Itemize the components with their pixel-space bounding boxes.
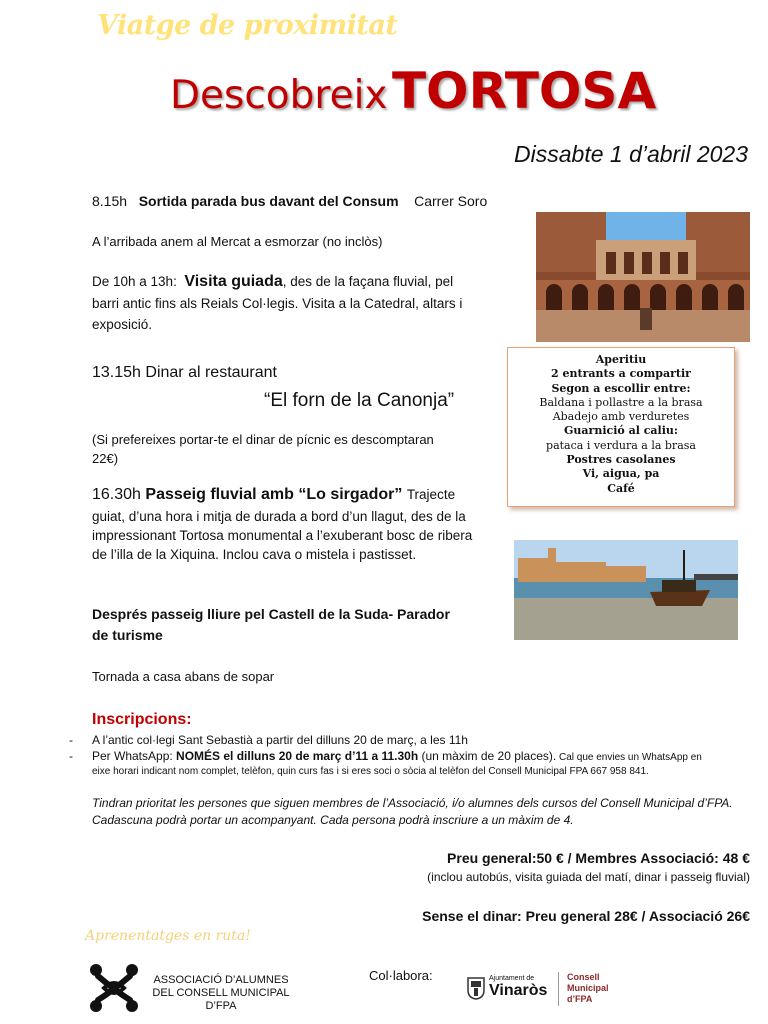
visit-line1-text: , des de la façana fluvial, pel bbox=[282, 274, 454, 289]
association-line2: DEL CONSELL MUNICIPAL bbox=[152, 987, 290, 999]
consell-line3: d’FPA bbox=[567, 994, 593, 1004]
menu-line: Postres casolanes bbox=[566, 453, 676, 467]
departure-line bbox=[92, 192, 487, 211]
river-photo bbox=[514, 540, 738, 640]
visit-time: De 10h a 13h: bbox=[92, 274, 177, 289]
title-word: Descobreix bbox=[170, 73, 388, 118]
breakfast-line: A l’arribada anem al Mercat a esmorzar (no inclòs) bbox=[92, 234, 383, 249]
castle-line2: de turisme bbox=[92, 627, 163, 643]
association-line1: ASSOCIACIÓ D’ALUMNES bbox=[153, 974, 289, 986]
menu-line: Vi, aigua, pa bbox=[582, 467, 660, 481]
courtyard-photo bbox=[536, 212, 750, 342]
ajuntament-logo bbox=[489, 975, 547, 999]
boat-time: 16.30h bbox=[92, 486, 141, 503]
visit-title: Visita guiada bbox=[184, 273, 283, 290]
consell-logo bbox=[567, 972, 609, 1005]
title-city: TORTOSA bbox=[391, 62, 657, 120]
motto: Aprenentatges en ruta! bbox=[85, 928, 251, 944]
menu-line: pataca i verdura a la brasa bbox=[546, 438, 696, 452]
lunch-line: 13.15h Dinar al restaurant bbox=[92, 364, 277, 381]
menu-line: Guarnició al caliu: bbox=[564, 424, 678, 438]
ajuntament-small: Ajuntament de bbox=[489, 975, 535, 982]
association-logo-icon bbox=[86, 960, 142, 1016]
footer-divider bbox=[558, 972, 559, 1006]
departure-street: Carrer Soro bbox=[414, 193, 488, 209]
visit-line3: exposició. bbox=[92, 317, 153, 332]
departure-place: Sortida parada bus davant del Consum bbox=[138, 193, 399, 209]
menu-line: Baldana i pollastre a la brasa bbox=[539, 395, 703, 409]
lunch-restaurant: “El forn de la Canonja” bbox=[264, 390, 455, 411]
departure-time: 8.15h bbox=[92, 193, 128, 209]
association-name bbox=[152, 974, 290, 1013]
event-date: Dissabte 1 d’abril 2023 bbox=[514, 141, 748, 167]
price-no-lunch: Sense el dinar: Preu general 28€ / Associació 26€ bbox=[422, 908, 750, 924]
boat-line1-text: Trajecte bbox=[406, 487, 456, 502]
menu-line: Aperitiu bbox=[595, 353, 647, 366]
page-title bbox=[170, 62, 656, 120]
return-line: Tornada a casa abans de sopar bbox=[92, 669, 275, 684]
consell-line2: Municipal bbox=[567, 983, 609, 993]
boat-line1 bbox=[92, 486, 455, 504]
menu-line: Café bbox=[607, 481, 635, 495]
registration-item-2-suffix: (un màxim de 20 places). bbox=[418, 749, 557, 763]
menu-line: Segon a escollir entre: bbox=[551, 381, 691, 395]
menu-line: 2 entrants a compartir bbox=[551, 367, 691, 381]
registration-item-1: - A l’antic col·legi Sant Sebastià a partir del dilluns 20 de març, a les 11h bbox=[69, 733, 468, 747]
lunch-menu-box bbox=[507, 347, 735, 507]
registration-item-1-text: A l’antic col·legi Sant Sebastià a partir del dilluns 20 de març, a les 11h bbox=[92, 733, 468, 747]
registration-item-2-line2: eixe horari indicant nom complet, telèfon, quin curs fas i si eres soci o sòcia al telèfon del Consell Municipal FPA 667 958 841. bbox=[92, 766, 649, 777]
picnic-line2: 22€) bbox=[92, 451, 119, 466]
boat-line4: de l’illa de la Xiquina. Inclou cava o mistela i pastisset. bbox=[92, 547, 417, 562]
vinaros-shield-icon bbox=[467, 976, 485, 1000]
visit-line2: barri antic fins als Reials Col·legis. Visita a la Catedral, altars i bbox=[92, 296, 463, 311]
consell-line1: Consell bbox=[567, 972, 600, 982]
registration-item-2-prefix: Per WhatsApp: bbox=[92, 749, 177, 763]
boat-line3: impressionant Tortosa monumental a l’exuberant bosc de ribera bbox=[92, 528, 473, 543]
ajuntament-city: Vinaròs bbox=[489, 982, 548, 999]
registration-title: Inscripcions: bbox=[92, 711, 192, 728]
price-includes: (inclou autobús, visita guiada del matí, dinar i passeig fluvial) bbox=[427, 870, 750, 884]
visit-line1 bbox=[92, 272, 453, 291]
tagline: Viatge de proximitat bbox=[97, 10, 398, 41]
price-main: Preu general:50 € / Membres Associació: 48 € bbox=[447, 850, 750, 866]
registration-item-2-bold: NOMÉS el dilluns 20 de març d’11 a 11.30h bbox=[176, 749, 419, 763]
picnic-line1: (Si prefereixes portar-te el dinar de pícnic es descomptaran bbox=[92, 432, 434, 447]
menu-line: Abadejo amb verduretes bbox=[552, 410, 690, 424]
association-line3: D’FPA bbox=[205, 1000, 237, 1012]
registration-item-2-small: Cal que envies un WhatsApp en bbox=[556, 752, 702, 763]
castle-line1: Després passeig lliure pel Castell de la Suda- Parador bbox=[92, 606, 450, 622]
boat-line2: guiat, d’una hora i mitja de durada a bord d’un llagut, des de la bbox=[92, 509, 466, 524]
priority-note: Tindran prioritat les persones que siguen membres de l’Associació, i/o alumnes dels cursos del Consell Municipal d’FPA. Cadascuna podrà portar un acompanyant. Cada persona podrà inscriure a un màxim de 4. bbox=[92, 796, 733, 827]
registration-item-2: - Per WhatsApp: NOMÉS el dilluns 20 de març d’11 a 11.30h (un màxim de 20 places). Cal que envies un WhatsApp en bbox=[69, 749, 702, 763]
boat-title: Passeig fluvial amb “Lo sirgador” bbox=[145, 486, 403, 503]
collab-label: Col·labora: bbox=[369, 968, 433, 983]
